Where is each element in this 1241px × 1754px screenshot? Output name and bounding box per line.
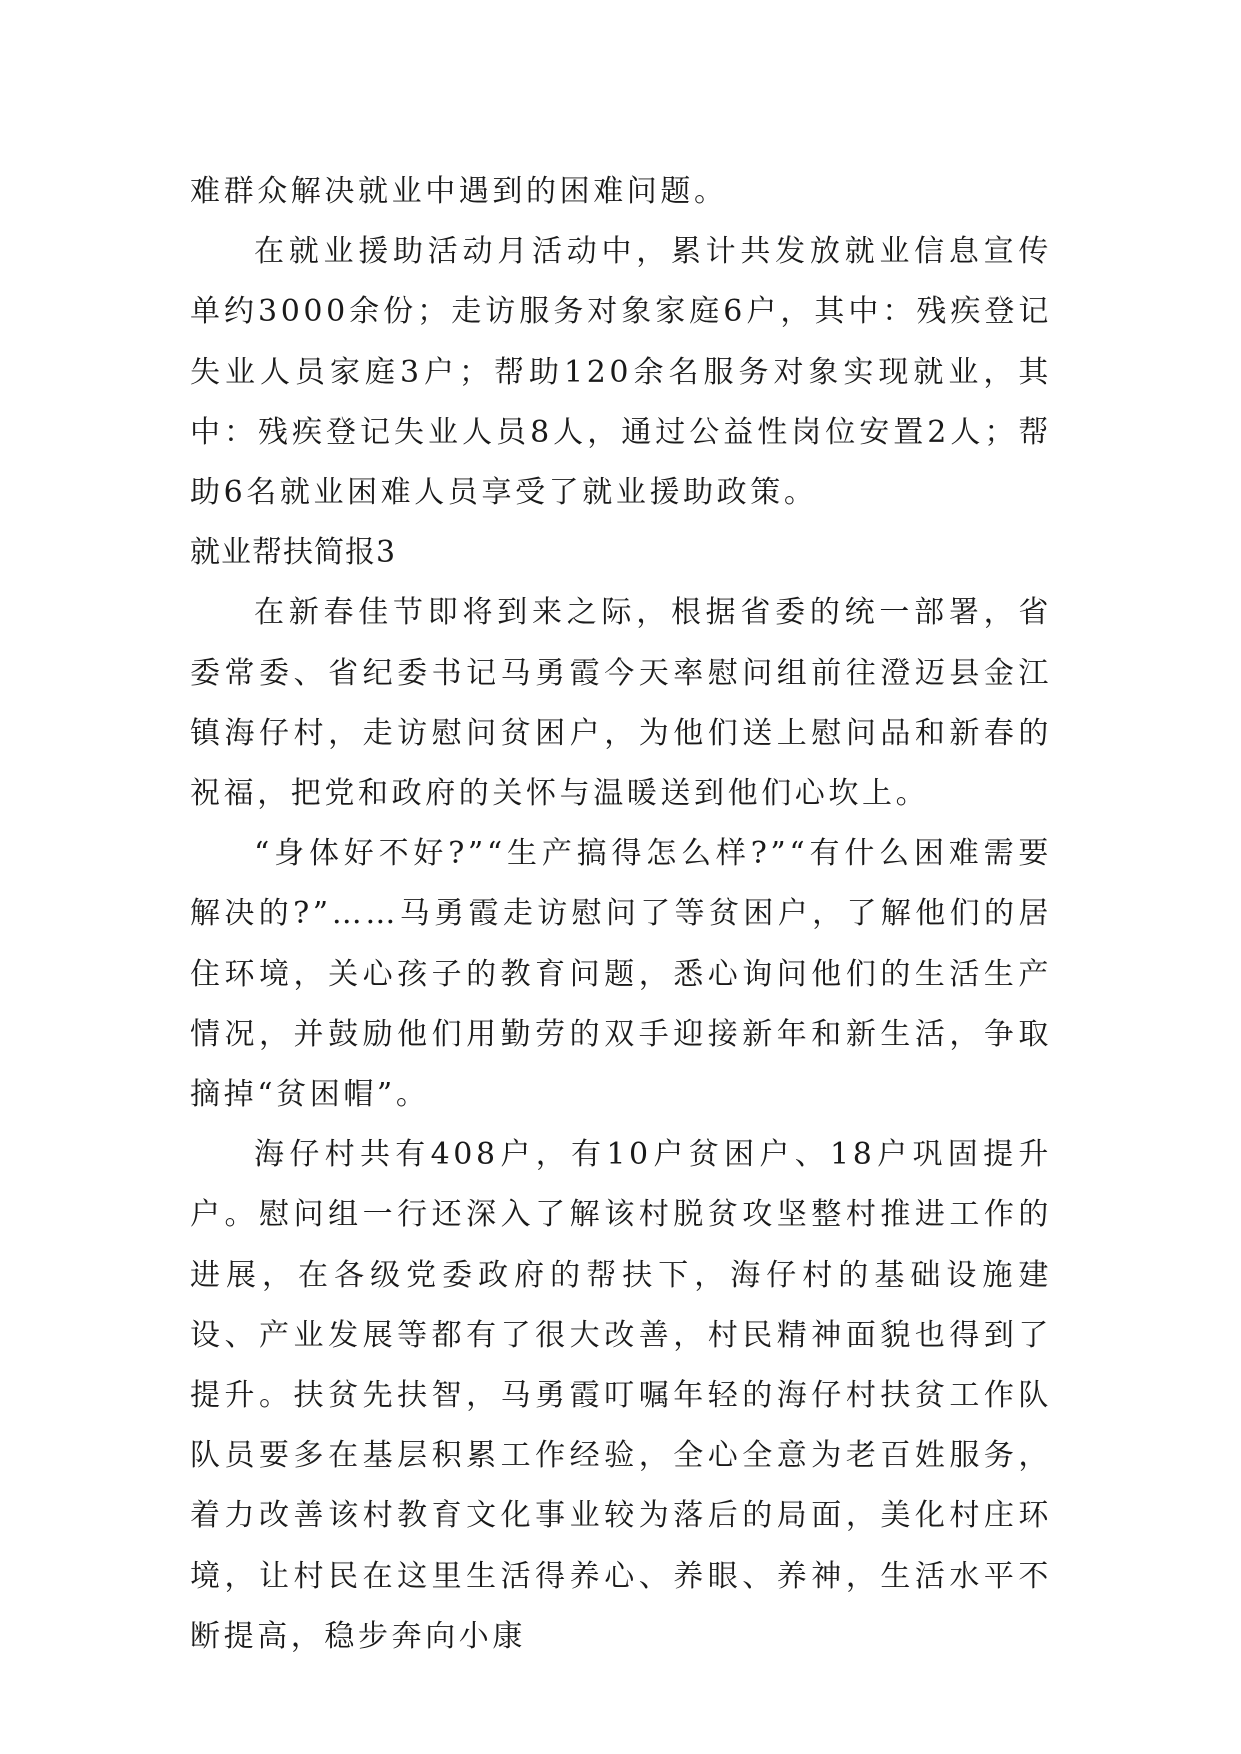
document-body: [190, 162, 1052, 1667]
paragraph-spring-festival-visit: 在新春佳节即将到来之际，根据省委的统一部署，省委常委、省纪委书记马勇霞今天率慰问组前往澄迈县金江镇海仔村，走访慰问贫困户，为他们送上慰问品和新春的祝福，把党和政府的关怀与温暖送到他们心坎上。: [190, 595, 1052, 812]
paragraph-employment-assistance-results: 在就业援助活动月活动中，累计共发放就业信息宣传单约3000余份；走访服务对象家庭6户，其中：残疾登记失业人员家庭3户；帮助120余名服务对象实现就业，其中：残疾登记失业人员8人，通过公益性岗位安置2人；帮助6名就业困难人员享受了就业援助政策。: [190, 234, 1052, 511]
paragraph-visit-dialogue: “身体好不好?”“生产搞得怎么样?”“有什么困难需要解决的?”……马勇霞走访慰问了等贫困户，了解他们的居住环境，关心孩子的教育问题，悉心询问他们的生活生产情况，并鼓励他们用勤劳的双手迎接新年和新生活，争取摘掉“贫困帽”。: [190, 836, 1052, 1113]
paragraph-continuation: 难群众解决就业中遇到的困难问题。: [190, 174, 728, 209]
section-heading: 就业帮扶简报3: [190, 535, 397, 571]
paragraph-village-progress: 海仔村共有408户，有10户贫困户、18户巩固提升户。慰问组一行还深入了解该村脱贫攻坚整村推进工作的进展，在各级党委政府的帮扶下，海仔村的基础设施建设、产业发展等都有了很大改善，村民精神面貌也得到了提升。扶贫先扶智，马勇霞叮嘱年轻的海仔村扶贫工作队队员要多在基层积累工作经验，全心全意为老百姓服务，着力改善该村教育文化事业较为落后的局面，美化村庄环境，让村民在这里生活得养心、养眼、养神，生活水平不断提高，稳步奔向小康: [190, 1137, 1052, 1654]
